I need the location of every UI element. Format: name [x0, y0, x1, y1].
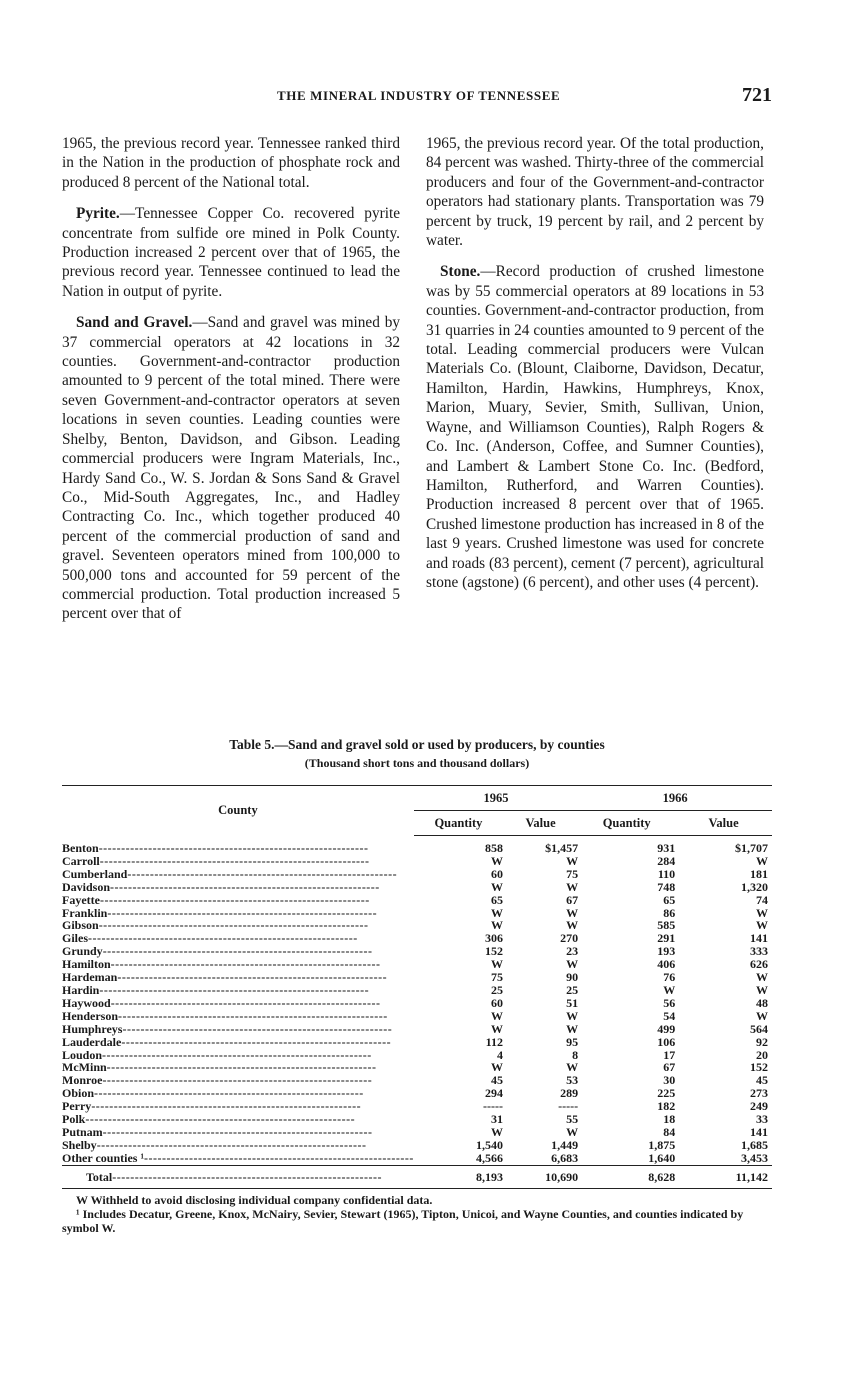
value-1966-cell: W	[756, 853, 768, 868]
quantity-1965-cell: 4	[497, 1047, 504, 1062]
table-row	[62, 1010, 772, 1023]
value-1966-cell: 564	[750, 1021, 768, 1036]
county-cell: McMinn------------------------------------------------------------	[62, 1061, 377, 1075]
quantity-1966-cell: 84	[663, 1124, 676, 1139]
quantity-1966-cell: 17	[663, 1047, 676, 1062]
value-1965-cell: 67	[566, 892, 579, 907]
table-row	[62, 894, 772, 907]
quantity-1966-cell: 65	[663, 892, 676, 907]
table-title: Table 5.—Sand and gravel sold or used by producers, by counties	[229, 737, 605, 752]
quantity-1965-cell: W	[491, 1060, 504, 1075]
value-1966-cell: $1,707	[735, 841, 768, 855]
pyrite-text: —Tennessee Copper Co. recovered pyrite concentrate from sulfide ore mined in Polk County. Production increased 2 percent over that of 1965, the previous record year. Tennessee continued to lead the Nation in output of pyrite.	[62, 205, 400, 300]
quantity-1966-cell: W	[663, 982, 676, 997]
footnotes	[62, 1193, 772, 1235]
county-cell: Putnam------------------------------------------------------------	[62, 1125, 373, 1139]
pyrite-heading: Pyrite.	[76, 205, 120, 223]
value-1966-cell: 152	[750, 1060, 768, 1075]
page-number: 721	[742, 84, 772, 106]
value-1965-cell: 289	[560, 1086, 579, 1101]
sand-gravel-text: —Sand and gravel was mined by 37 commercial operators at 42 locations in 32 counties. Government-and-contractor production amounted to 9 percent of the total mined. There were seven Government-and-contractor operators at seven locations in seven counties. Leading counties were Shelby, Benton, Davidson, and Gibson. Leading commercial producers were Ingram Materials, Inc., Hardy Sand Co., W. S. Jordan & Sons Sand & Gravel Co., Mid-South Aggregates, Inc., and Hadley Contracting Co. Inc., which together produced 40 percent of the commercial production of sand and gravel. Seventeen operators mined from 100,000 to 500,000 tons and accounted for 59 percent of the commercial production. Total production increased 5 percent over that of	[62, 314, 400, 623]
right-column	[426, 134, 764, 604]
value-1966-cell: 74	[756, 892, 768, 907]
table-subtitle: (Thousand short tons and thousand dollars)	[304, 756, 530, 770]
county-column-header: County	[62, 786, 414, 836]
quantity-1966-cell: 931	[657, 841, 676, 855]
value-1966-cell: 33	[756, 1112, 768, 1127]
value-1965-cell: -----	[558, 1099, 579, 1114]
value-1965-cell: 270	[560, 931, 579, 946]
total-quantity-1966: 8,628	[578, 1165, 675, 1188]
value-1965-cell: $1,457	[545, 841, 579, 855]
quantity-1965-cell: W	[491, 853, 504, 868]
quantity-1965-cell: 45	[491, 1073, 504, 1088]
county-cell: Grundy------------------------------------------------------------	[62, 945, 373, 959]
paragraph-sand-gravel	[62, 313, 400, 624]
quantity-1966-cell: 1,875	[648, 1137, 676, 1152]
table-row	[62, 855, 772, 868]
county-cell: Fayette------------------------------------------------------------	[62, 893, 370, 907]
quantity-1966-cell: 193	[657, 944, 676, 959]
value-1965-cell: W	[566, 905, 579, 920]
value-1966-cell: 333	[750, 944, 768, 959]
county-cell: Franklin------------------------------------------------------------	[62, 906, 378, 920]
year-1965-header: 1965	[414, 786, 578, 811]
quantity-1966-cell: 182	[657, 1099, 676, 1114]
quantity-1965-cell: 75	[491, 970, 504, 985]
value-1965-cell: 1,449	[551, 1137, 579, 1152]
value-1965-cell: W	[566, 957, 579, 972]
quantity-1966-cell: 18	[663, 1112, 676, 1127]
footnote-w: W Withheld to avoid disclosing individual company confidential data.	[76, 1193, 433, 1207]
county-cell: Shelby------------------------------------------------------------	[62, 1138, 367, 1152]
county-cell: Humphreys------------------------------------------------------------	[62, 1022, 393, 1036]
quantity-1965-cell: 31	[491, 1112, 504, 1127]
value-1966-cell: 141	[750, 931, 768, 946]
quantity-1965-cell: W	[491, 918, 504, 933]
value-1965-cell: 51	[566, 995, 579, 1010]
quantity-1965-header: Quantity	[414, 811, 503, 836]
total-row	[62, 1165, 772, 1188]
table-body	[62, 836, 772, 1189]
quantity-1965-cell: W	[491, 905, 504, 920]
quantity-1966-cell: 30	[663, 1073, 676, 1088]
value-1965-cell: W	[566, 1008, 579, 1023]
county-cell: Polk------------------------------------------------------------	[62, 1113, 356, 1126]
value-1965-cell: W	[566, 1124, 579, 1139]
paragraph-pyrite	[62, 204, 400, 301]
county-cell: Giles------------------------------------------------------------	[62, 932, 358, 946]
county-cell: Haywood------------------------------------------------------------	[62, 996, 381, 1010]
stone-heading: Stone.	[440, 263, 481, 281]
table-row	[62, 1023, 772, 1036]
quantity-1965-cell: 858	[485, 841, 504, 855]
county-cell: Davidson------------------------------------------------------------	[62, 880, 380, 894]
value-1966-cell: W	[756, 982, 768, 997]
quantity-1966-cell: 499	[657, 1021, 676, 1036]
value-1966-cell: 48	[756, 995, 768, 1010]
county-cell: Hardin------------------------------------------------------------	[62, 983, 370, 997]
value-1966-cell: 249	[750, 1099, 768, 1114]
value-1965-cell: W	[566, 918, 579, 933]
running-title: THE MINERAL INDUSTRY OF TENNESSEE	[277, 88, 561, 103]
value-1965-cell: 53	[566, 1073, 579, 1088]
value-1966-cell: W	[756, 1008, 768, 1023]
value-1966-cell: 3,453	[741, 1150, 768, 1165]
value-1965-cell: W	[566, 879, 579, 894]
value-1966-cell: W	[756, 905, 768, 920]
county-cell: Perry------------------------------------------------------------	[62, 1100, 362, 1114]
quantity-1966-cell: 284	[657, 853, 676, 868]
quantity-1966-cell: 67	[663, 1060, 676, 1075]
quantity-1965-cell: W	[491, 1021, 504, 1036]
value-1965-cell: W	[566, 1021, 579, 1036]
value-1965-cell: 95	[566, 1034, 579, 1049]
table-row	[62, 1126, 772, 1139]
quantity-1966-cell: 76	[663, 970, 676, 985]
total-value-1965: 10,690	[503, 1165, 578, 1188]
total-label-cell: Total------------------------------------------------------------	[62, 1165, 414, 1188]
value-1965-cell: 75	[566, 866, 579, 881]
total-value-1966: 11,142	[675, 1165, 772, 1188]
quantity-1966-cell: 56	[663, 995, 676, 1010]
value-1965-cell: 25	[566, 982, 579, 997]
table-row	[62, 881, 772, 894]
quantity-1966-cell: 291	[657, 931, 676, 946]
value-1966-header: Value	[675, 811, 772, 836]
value-1965-cell: W	[566, 1060, 579, 1075]
quantity-1966-cell: 86	[663, 905, 676, 920]
value-1965-cell: 8	[572, 1047, 579, 1062]
value-1966-cell: 1,320	[741, 879, 768, 894]
quantity-1965-cell: W	[491, 1124, 504, 1139]
quantity-1966-cell: 748	[657, 879, 676, 894]
quantity-1965-cell: W	[491, 957, 504, 972]
table-row	[62, 1152, 772, 1165]
table-row	[62, 1036, 772, 1049]
quantity-1966-header: Quantity	[578, 811, 675, 836]
paragraph-phosphate-end: 1965, the previous record year. Tennessee ranked third in the Nation in the production of phosphate rock and produced 8 percent of the National total.	[62, 135, 400, 191]
quantity-1965-cell: 294	[485, 1086, 504, 1101]
quantity-1966-cell: 110	[657, 866, 676, 881]
quantity-1966-cell: 406	[657, 957, 676, 972]
quantity-1965-cell: 4,566	[476, 1150, 504, 1165]
county-cell: Loudon------------------------------------------------------------	[62, 1048, 372, 1062]
table-row	[62, 984, 772, 997]
county-cell: Hardeman------------------------------------------------------------	[62, 971, 388, 984]
value-1966-cell: 92	[756, 1034, 768, 1049]
county-cell: Cumberland------------------------------------------------------------	[62, 867, 398, 881]
table-row	[62, 1113, 772, 1126]
stone-text: —Record production of crushed limestone was by 55 commercial operators at 89 locations in 53 counties. Government-and-contractor production, from 31 quarries in 24 counties amounted to 9 percent of the total. Leading commercial producers were Vulcan Materials Co. (Blount, Claiborne, Davidson, Decatur, Hamilton, Hardin, Hawkins, Humphreys, Knox, Marion, Muary, Sevier, Smith, Sullivan, Union, Wayne, and Williamson Counties), Ralph Rogers & Co. Inc. (Anderson, Coffee, and Sumner Counties), and Lambert & Lambert Stone Co. Inc. (Bedford, Hamilton, Rutherford, and Warren Counties). Production increased 8 percent over that of 1965. Crushed limestone production has increased in 8 of the last 9 years. Crushed limestone was used for concrete and roads (83 percent), cement (7 percent), agricultural stone (agstone) (6 percent), and other uses (4 percent).	[426, 263, 764, 591]
quantity-1965-cell: 25	[491, 982, 504, 997]
quantity-1966-cell: 225	[657, 1086, 676, 1101]
paragraph-stone	[426, 262, 764, 592]
quantity-1966-cell: 54	[663, 1008, 676, 1023]
value-1966-cell: W	[756, 970, 768, 985]
table-row	[62, 1139, 772, 1152]
left-column	[62, 134, 400, 636]
year-1966-header: 1966	[578, 786, 772, 811]
sand-gravel-heading: Sand and Gravel.	[76, 314, 193, 332]
value-1966-cell: 45	[756, 1073, 768, 1088]
value-1965-cell: 23	[566, 944, 579, 959]
quantity-1965-cell: W	[491, 1008, 504, 1023]
value-1966-cell: W	[756, 918, 768, 933]
quantity-1965-cell: 60	[491, 866, 504, 881]
value-1966-cell: 273	[750, 1086, 768, 1101]
table-row	[62, 836, 772, 855]
sand-gravel-table	[62, 785, 772, 1189]
county-cell: Carroll------------------------------------------------------------	[62, 854, 370, 868]
county-cell: Henderson------------------------------------------------------------	[62, 1009, 388, 1023]
value-1965-cell: 90	[566, 970, 579, 985]
quantity-1966-cell: 106	[657, 1034, 676, 1049]
value-1966-cell: 141	[750, 1124, 768, 1139]
county-cell: Other counties ¹------------------------------------------------------------	[62, 1151, 414, 1165]
paragraph-sand-gravel-cont: 1965, the previous record year. Of the total production, 84 percent was washed. Thirty-three of the commercial producers and four of the Government-and-contractor operators had stationary plants. Transportation was 79 percent by truck, 19 percent by rail, and 2 percent by water.	[426, 135, 764, 250]
value-1965-cell: 55	[566, 1112, 579, 1127]
county-cell: Gibson------------------------------------------------------------	[62, 919, 369, 933]
county-cell: Obion------------------------------------------------------------	[62, 1087, 364, 1101]
quantity-1965-cell: 1,540	[476, 1137, 504, 1152]
county-cell: Lauderdale------------------------------------------------------------	[62, 1035, 392, 1049]
value-1966-cell: 181	[750, 866, 768, 881]
county-cell: Benton------------------------------------------------------------	[62, 840, 369, 855]
value-1966-cell: 1,685	[741, 1137, 768, 1152]
value-1965-cell: 6,683	[551, 1150, 579, 1165]
quantity-1965-cell: 65	[491, 892, 504, 907]
value-1965-header: Value	[503, 811, 578, 836]
quantity-1965-cell: 152	[485, 944, 504, 959]
quantity-1965-cell: W	[491, 879, 504, 894]
value-1966-cell: 626	[750, 957, 768, 972]
quantity-1965-cell: 112	[485, 1034, 504, 1049]
value-1966-cell: 20	[756, 1047, 768, 1062]
quantity-1966-cell: 1,640	[648, 1150, 676, 1165]
county-cell: Hamilton------------------------------------------------------------	[62, 958, 381, 972]
table-row	[62, 868, 772, 881]
table-row	[62, 997, 772, 1010]
quantity-1966-cell: 585	[657, 918, 676, 933]
county-cell: Monroe------------------------------------------------------------	[62, 1074, 373, 1088]
quantity-1965-cell: -----	[483, 1099, 504, 1114]
quantity-1965-cell: 60	[491, 995, 504, 1010]
footnote-1: ¹ Includes Decatur, Greene, Knox, McNairy, Sevier, Stewart (1965), Tipton, Unicoi, and Wayne Counties, and counties indicated by symbol W.	[62, 1207, 744, 1235]
total-quantity-1965: 8,193	[414, 1165, 503, 1188]
page-header	[62, 86, 772, 108]
value-1965-cell: W	[566, 853, 579, 868]
quantity-1965-cell: 306	[485, 931, 504, 946]
